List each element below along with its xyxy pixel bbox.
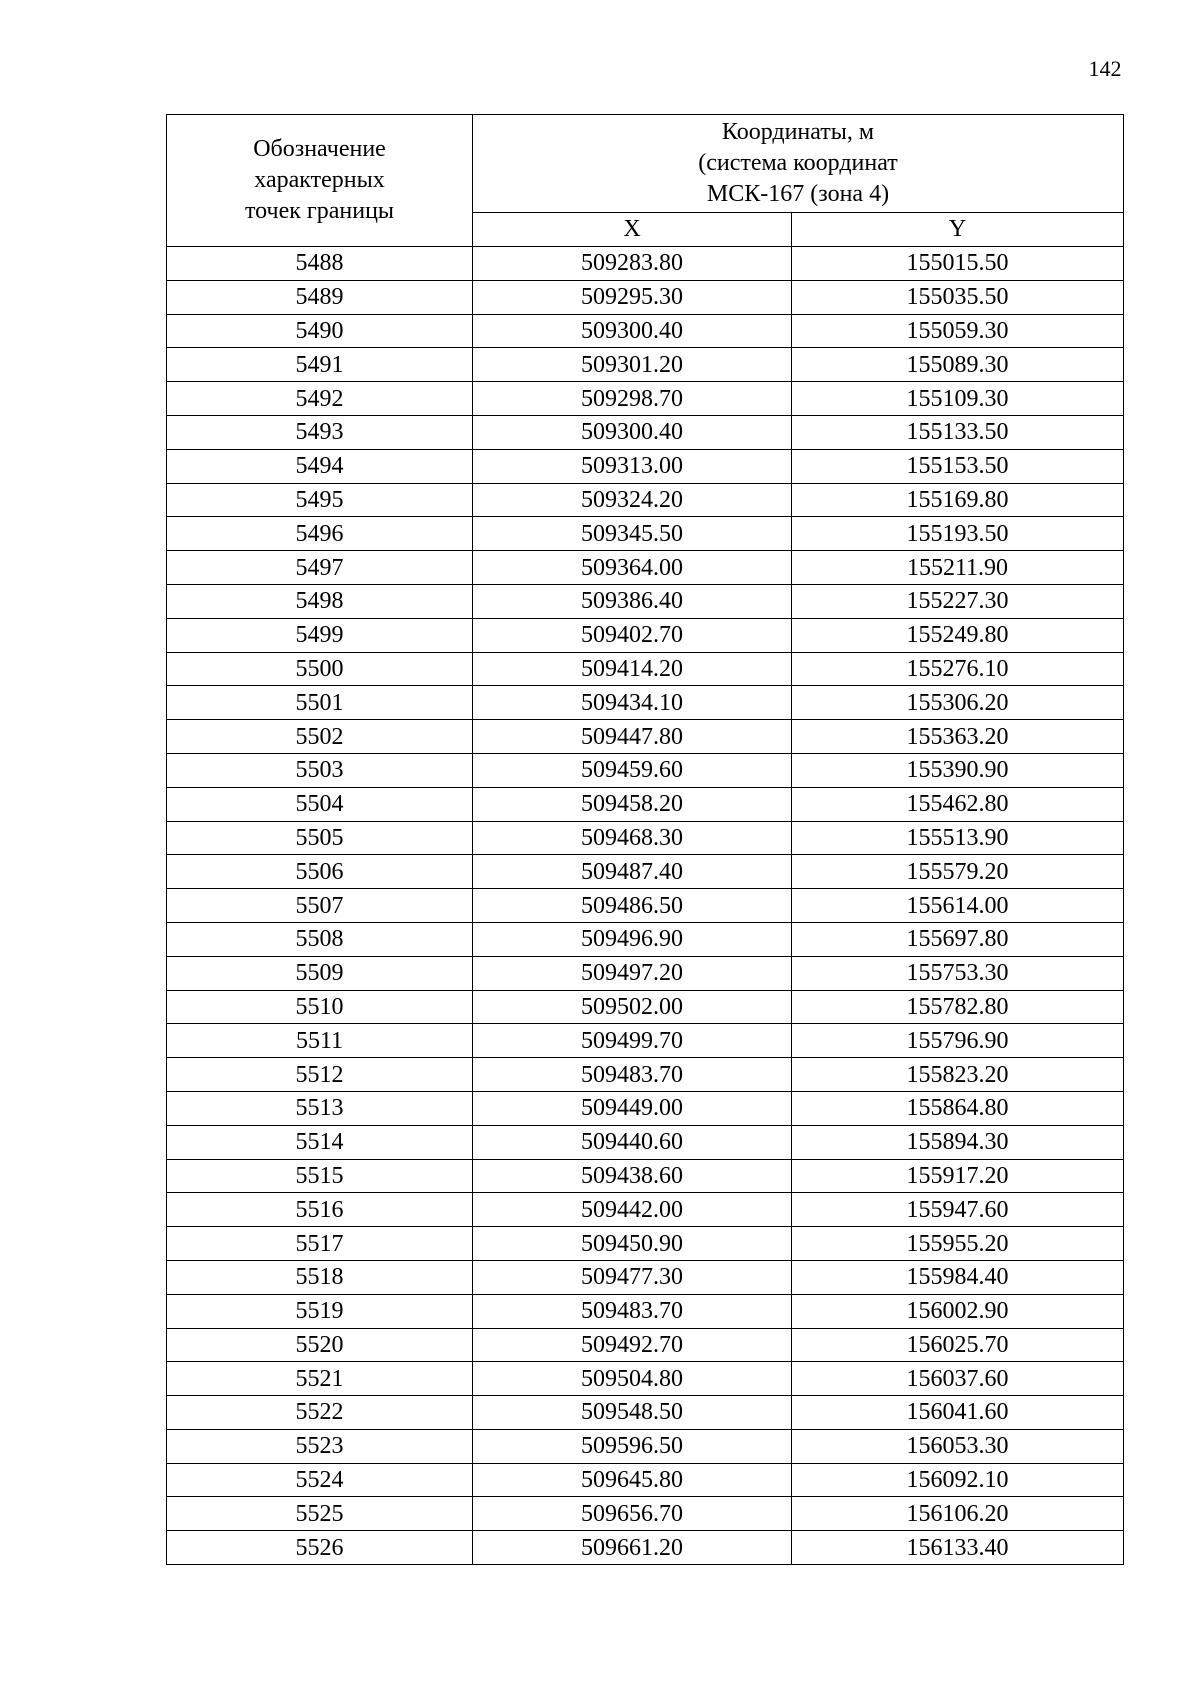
y-coordinate-cell: 155276.10 bbox=[792, 652, 1124, 686]
y-coordinate-cell: 156092.10 bbox=[792, 1463, 1124, 1497]
table-row bbox=[167, 1125, 1124, 1159]
table-row bbox=[167, 618, 1124, 652]
table-row bbox=[167, 1091, 1124, 1125]
y-coordinate-cell: 155193.50 bbox=[792, 517, 1124, 551]
x-coordinate-cell: 509483.70 bbox=[473, 1058, 792, 1092]
point-id-cell: 5522 bbox=[167, 1396, 473, 1430]
point-id-cell: 5505 bbox=[167, 821, 473, 855]
table-row bbox=[167, 584, 1124, 618]
table-row bbox=[167, 247, 1124, 281]
point-id-cell: 5502 bbox=[167, 720, 473, 754]
y-coordinate-cell: 155947.60 bbox=[792, 1193, 1124, 1227]
x-coordinate-cell: 509440.60 bbox=[473, 1125, 792, 1159]
x-coordinate-cell: 509468.30 bbox=[473, 821, 792, 855]
x-coordinate-cell: 509487.40 bbox=[473, 855, 792, 889]
point-id-cell: 5521 bbox=[167, 1362, 473, 1396]
table-row bbox=[167, 415, 1124, 449]
table-body bbox=[167, 247, 1124, 1565]
x-coordinate-cell: 509301.20 bbox=[473, 348, 792, 382]
y-coordinate-cell: 155823.20 bbox=[792, 1058, 1124, 1092]
y-coordinate-cell: 155697.80 bbox=[792, 922, 1124, 956]
point-id-cell: 5496 bbox=[167, 517, 473, 551]
point-id-cell: 5490 bbox=[167, 314, 473, 348]
point-id-cell: 5492 bbox=[167, 382, 473, 416]
point-id-cell: 5520 bbox=[167, 1328, 473, 1362]
point-id-cell: 5500 bbox=[167, 652, 473, 686]
x-coordinate-cell: 509502.00 bbox=[473, 990, 792, 1024]
x-coordinate-cell: 509447.80 bbox=[473, 720, 792, 754]
point-id-cell: 5518 bbox=[167, 1260, 473, 1294]
point-id-cell: 5503 bbox=[167, 753, 473, 787]
y-coordinate-cell: 155306.20 bbox=[792, 686, 1124, 720]
table-row bbox=[167, 753, 1124, 787]
table-row bbox=[167, 1396, 1124, 1430]
x-coordinate-cell: 509438.60 bbox=[473, 1159, 792, 1193]
point-id-cell: 5523 bbox=[167, 1429, 473, 1463]
table-row bbox=[167, 922, 1124, 956]
y-coordinate-cell: 155089.30 bbox=[792, 348, 1124, 382]
table-row bbox=[167, 1193, 1124, 1227]
x-coordinate-cell: 509298.70 bbox=[473, 382, 792, 416]
table-row bbox=[167, 483, 1124, 517]
x-coordinate-cell: 509300.40 bbox=[473, 415, 792, 449]
x-coordinate-cell: 509386.40 bbox=[473, 584, 792, 618]
table-row bbox=[167, 787, 1124, 821]
y-coordinate-cell: 156133.40 bbox=[792, 1531, 1124, 1565]
x-coordinate-cell: 509499.70 bbox=[473, 1024, 792, 1058]
y-coordinate-cell: 155363.20 bbox=[792, 720, 1124, 754]
point-id-cell: 5501 bbox=[167, 686, 473, 720]
x-coordinate-cell: 509458.20 bbox=[473, 787, 792, 821]
table-row bbox=[167, 1429, 1124, 1463]
x-coordinate-cell: 509449.00 bbox=[473, 1091, 792, 1125]
table-row bbox=[167, 956, 1124, 990]
table-row bbox=[167, 1260, 1124, 1294]
point-id-cell: 5525 bbox=[167, 1497, 473, 1531]
x-coordinate-cell: 509295.30 bbox=[473, 280, 792, 314]
point-id-cell: 5517 bbox=[167, 1227, 473, 1261]
x-coordinate-cell: 509477.30 bbox=[473, 1260, 792, 1294]
point-id-cell: 5515 bbox=[167, 1159, 473, 1193]
x-coordinate-cell: 509364.00 bbox=[473, 551, 792, 585]
point-id-cell: 5510 bbox=[167, 990, 473, 1024]
y-coordinate-cell: 155955.20 bbox=[792, 1227, 1124, 1261]
y-coordinate-cell: 156025.70 bbox=[792, 1328, 1124, 1362]
y-coordinate-cell: 155035.50 bbox=[792, 280, 1124, 314]
y-coordinate-cell: 155984.40 bbox=[792, 1260, 1124, 1294]
y-coordinate-cell: 155864.80 bbox=[792, 1091, 1124, 1125]
table-row bbox=[167, 889, 1124, 923]
table-row bbox=[167, 1058, 1124, 1092]
y-coordinate-cell: 156053.30 bbox=[792, 1429, 1124, 1463]
y-coordinate-cell: 155753.30 bbox=[792, 956, 1124, 990]
x-coordinate-cell: 509661.20 bbox=[473, 1531, 792, 1565]
table-row bbox=[167, 314, 1124, 348]
x-coordinate-cell: 509324.20 bbox=[473, 483, 792, 517]
point-id-cell: 5495 bbox=[167, 483, 473, 517]
point-id-cell: 5504 bbox=[167, 787, 473, 821]
x-coordinate-cell: 509497.20 bbox=[473, 956, 792, 990]
table-row bbox=[167, 1463, 1124, 1497]
point-id-cell: 5524 bbox=[167, 1463, 473, 1497]
y-coordinate-cell: 155169.80 bbox=[792, 483, 1124, 517]
table-row bbox=[167, 1328, 1124, 1362]
table-row bbox=[167, 1159, 1124, 1193]
x-coordinate-cell: 509496.90 bbox=[473, 922, 792, 956]
point-id-cell: 5494 bbox=[167, 449, 473, 483]
x-coordinate-cell: 509313.00 bbox=[473, 449, 792, 483]
point-id-cell: 5507 bbox=[167, 889, 473, 923]
x-coordinate-cell: 509300.40 bbox=[473, 314, 792, 348]
header-point-designation: Обозначение характерных точек границы bbox=[167, 115, 473, 247]
y-coordinate-cell: 155614.00 bbox=[792, 889, 1124, 923]
header-x: X bbox=[473, 213, 792, 247]
y-coordinate-cell: 155917.20 bbox=[792, 1159, 1124, 1193]
x-coordinate-cell: 509402.70 bbox=[473, 618, 792, 652]
y-coordinate-cell: 156037.60 bbox=[792, 1362, 1124, 1396]
y-coordinate-cell: 155894.30 bbox=[792, 1125, 1124, 1159]
point-id-cell: 5493 bbox=[167, 415, 473, 449]
x-coordinate-cell: 509283.80 bbox=[473, 247, 792, 281]
point-id-cell: 5526 bbox=[167, 1531, 473, 1565]
table-header bbox=[167, 115, 1124, 247]
header-y: Y bbox=[792, 213, 1124, 247]
y-coordinate-cell: 156106.20 bbox=[792, 1497, 1124, 1531]
x-coordinate-cell: 509492.70 bbox=[473, 1328, 792, 1362]
point-id-cell: 5516 bbox=[167, 1193, 473, 1227]
y-coordinate-cell: 155227.30 bbox=[792, 584, 1124, 618]
point-id-cell: 5511 bbox=[167, 1024, 473, 1058]
y-coordinate-cell: 156041.60 bbox=[792, 1396, 1124, 1430]
table-row bbox=[167, 821, 1124, 855]
y-coordinate-cell: 156002.90 bbox=[792, 1294, 1124, 1328]
x-coordinate-cell: 509345.50 bbox=[473, 517, 792, 551]
table-row bbox=[167, 652, 1124, 686]
y-coordinate-cell: 155249.80 bbox=[792, 618, 1124, 652]
y-coordinate-cell: 155390.90 bbox=[792, 753, 1124, 787]
table-row bbox=[167, 280, 1124, 314]
table-row bbox=[167, 1362, 1124, 1396]
point-id-cell: 5491 bbox=[167, 348, 473, 382]
table-row bbox=[167, 449, 1124, 483]
point-id-cell: 5509 bbox=[167, 956, 473, 990]
point-id-cell: 5497 bbox=[167, 551, 473, 585]
table-row bbox=[167, 990, 1124, 1024]
header-coordinates: Координаты, м (система координат МСК-167 (зона 4) bbox=[473, 115, 1124, 213]
table-row bbox=[167, 348, 1124, 382]
table-row bbox=[167, 1497, 1124, 1531]
point-id-cell: 5498 bbox=[167, 584, 473, 618]
coordinates-table bbox=[166, 114, 1124, 1565]
table-row bbox=[167, 1531, 1124, 1565]
point-id-cell: 5488 bbox=[167, 247, 473, 281]
x-coordinate-cell: 509504.80 bbox=[473, 1362, 792, 1396]
x-coordinate-cell: 509486.50 bbox=[473, 889, 792, 923]
table-row bbox=[167, 382, 1124, 416]
page-number: 142 bbox=[1088, 56, 1122, 81]
x-coordinate-cell: 509483.70 bbox=[473, 1294, 792, 1328]
y-coordinate-cell: 155782.80 bbox=[792, 990, 1124, 1024]
point-id-cell: 5499 bbox=[167, 618, 473, 652]
x-coordinate-cell: 509596.50 bbox=[473, 1429, 792, 1463]
x-coordinate-cell: 509656.70 bbox=[473, 1497, 792, 1531]
table-row bbox=[167, 517, 1124, 551]
y-coordinate-cell: 155059.30 bbox=[792, 314, 1124, 348]
x-coordinate-cell: 509414.20 bbox=[473, 652, 792, 686]
table-row bbox=[167, 1294, 1124, 1328]
x-coordinate-cell: 509459.60 bbox=[473, 753, 792, 787]
x-coordinate-cell: 509450.90 bbox=[473, 1227, 792, 1261]
table-row bbox=[167, 855, 1124, 889]
x-coordinate-cell: 509442.00 bbox=[473, 1193, 792, 1227]
table-row bbox=[167, 1024, 1124, 1058]
x-coordinate-cell: 509645.80 bbox=[473, 1463, 792, 1497]
y-coordinate-cell: 155153.50 bbox=[792, 449, 1124, 483]
table-row bbox=[167, 1227, 1124, 1261]
y-coordinate-cell: 155211.90 bbox=[792, 551, 1124, 585]
y-coordinate-cell: 155513.90 bbox=[792, 821, 1124, 855]
y-coordinate-cell: 155133.50 bbox=[792, 415, 1124, 449]
point-id-cell: 5489 bbox=[167, 280, 473, 314]
y-coordinate-cell: 155109.30 bbox=[792, 382, 1124, 416]
y-coordinate-cell: 155796.90 bbox=[792, 1024, 1124, 1058]
x-coordinate-cell: 509548.50 bbox=[473, 1396, 792, 1430]
point-id-cell: 5506 bbox=[167, 855, 473, 889]
point-id-cell: 5519 bbox=[167, 1294, 473, 1328]
table-row bbox=[167, 720, 1124, 754]
point-id-cell: 5508 bbox=[167, 922, 473, 956]
x-coordinate-cell: 509434.10 bbox=[473, 686, 792, 720]
table-row bbox=[167, 551, 1124, 585]
y-coordinate-cell: 155579.20 bbox=[792, 855, 1124, 889]
point-id-cell: 5514 bbox=[167, 1125, 473, 1159]
point-id-cell: 5512 bbox=[167, 1058, 473, 1092]
y-coordinate-cell: 155462.80 bbox=[792, 787, 1124, 821]
y-coordinate-cell: 155015.50 bbox=[792, 247, 1124, 281]
table-row bbox=[167, 686, 1124, 720]
point-id-cell: 5513 bbox=[167, 1091, 473, 1125]
